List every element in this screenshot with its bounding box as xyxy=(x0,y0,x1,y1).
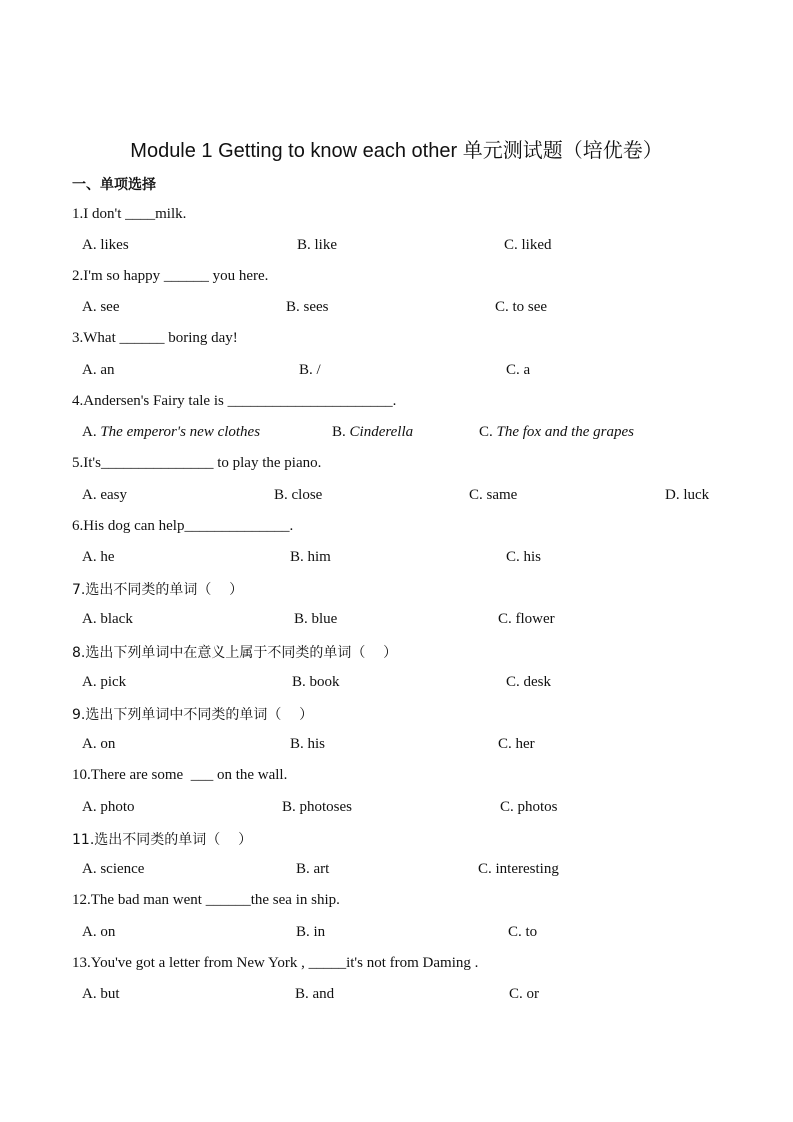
option-b: B. close xyxy=(274,487,323,503)
option-c: C. or xyxy=(509,986,539,1002)
option-b: B. art xyxy=(296,861,330,877)
option-a: A. on xyxy=(82,924,116,940)
question-stem: 5.It's_______________ to play the piano. xyxy=(72,455,322,471)
question-stem xyxy=(72,829,252,849)
option-a: A. but xyxy=(82,986,120,1002)
option-c: C. to xyxy=(508,924,538,940)
option-c: C. desk xyxy=(506,674,551,690)
question-text: 7.选出不同类的单词（ ） xyxy=(72,582,244,598)
option-letter: A. xyxy=(82,424,97,440)
option-b: B. book xyxy=(292,674,340,690)
question-stem: 6.His dog can help______________. xyxy=(72,518,294,534)
document-title: Module 1 Getting to know each other 单元测试题（培优卷） xyxy=(130,140,663,162)
question-stem: 2.I'm so happy ______ you here. xyxy=(72,268,269,284)
section-heading: 一、单项选择 xyxy=(72,177,156,193)
question-stem: 12.The bad man went ______the sea in ship. xyxy=(72,892,340,908)
option-b: B. blue xyxy=(294,611,338,627)
option-c: C. liked xyxy=(504,237,552,253)
option-b: B. like xyxy=(297,237,337,253)
option-text: The fox and the grapes xyxy=(496,424,634,440)
option-a: A. easy xyxy=(82,487,127,503)
option-a: A. likes xyxy=(82,237,129,253)
option-a: A. pick xyxy=(82,674,127,690)
option-text: Cinderella xyxy=(349,424,414,440)
option-b: B. him xyxy=(290,549,331,565)
option-letter: C. xyxy=(479,424,493,440)
option-c xyxy=(479,424,634,441)
option-a: A. an xyxy=(82,362,115,378)
option-b: B. / xyxy=(299,362,321,378)
option-c: C. his xyxy=(506,549,542,565)
question-stem xyxy=(72,704,313,724)
question-stem: 10.There are some ___ on the wall. xyxy=(72,767,288,783)
option-c: C. interesting xyxy=(478,861,559,877)
option-c: C. to see xyxy=(495,299,548,315)
option-a: A. black xyxy=(82,611,133,627)
question-stem xyxy=(72,579,243,599)
option-b: B. his xyxy=(290,736,326,752)
question-text: 9.选出下列单词中不同类的单词（ ） xyxy=(72,707,314,723)
question-stem: 1.I don't ____milk. xyxy=(72,206,187,222)
option-a: A. he xyxy=(82,549,115,565)
option-c: C. her xyxy=(498,736,535,752)
option-d: D. luck xyxy=(665,487,710,503)
option-c: C. photos xyxy=(500,799,558,815)
option-a: A. on xyxy=(82,736,116,752)
option-b: B. and xyxy=(295,986,335,1002)
option-letter: B. xyxy=(332,424,346,440)
question-stem: 4.Andersen's Fairy tale is ______________________. xyxy=(72,393,397,409)
option-b: B. in xyxy=(296,924,326,940)
option-a: A. science xyxy=(82,861,145,877)
option-b: B. photoses xyxy=(282,799,353,815)
question-text: 11.选出不同类的单词（ ） xyxy=(72,832,253,848)
option-a: A. photo xyxy=(82,799,135,815)
option-a: A. see xyxy=(82,299,120,315)
option-b: B. sees xyxy=(286,299,329,315)
question-stem: 3.What ______ boring day! xyxy=(72,330,238,346)
option-text: The emperor's new clothes xyxy=(100,424,261,440)
question-stem: 13.You've got a letter from New York , _____it's not from Daming . xyxy=(72,955,479,971)
option-c: C. a xyxy=(506,362,531,378)
option-a xyxy=(82,424,260,441)
option-c: C. flower xyxy=(498,611,555,627)
option-b xyxy=(332,424,413,441)
question-text: 8.选出下列单词中在意义上属于不同类的单词（ ） xyxy=(72,645,398,661)
option-c: C. same xyxy=(469,487,518,503)
question-stem xyxy=(72,642,397,662)
